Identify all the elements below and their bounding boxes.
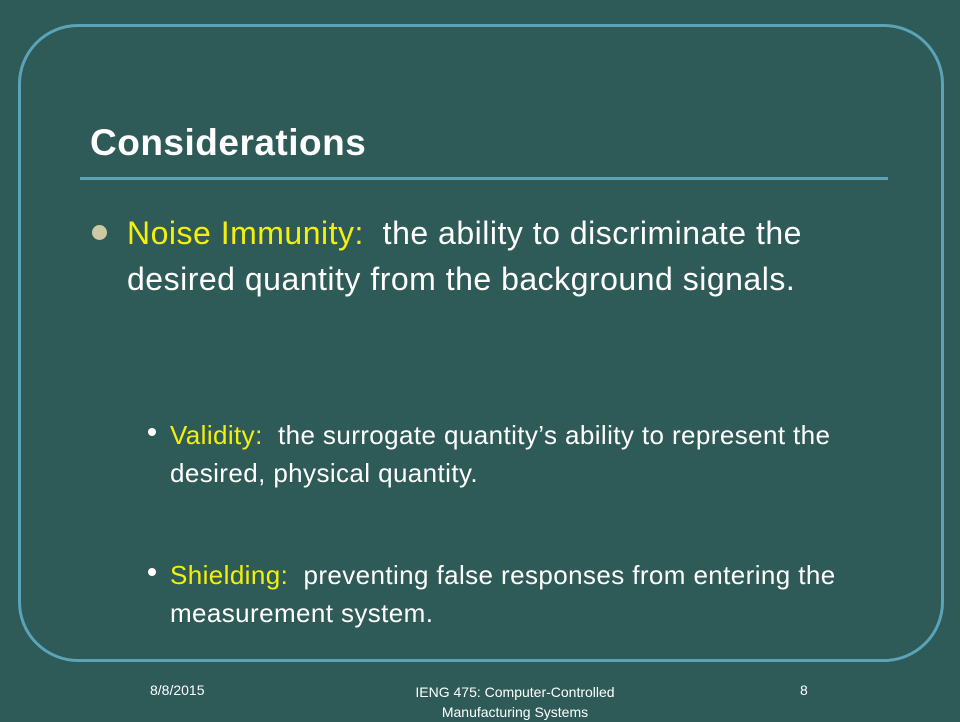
footer-course	[380, 682, 650, 722]
footer-course-line1: IENG 475: Computer-Controlled	[415, 684, 615, 700]
footer-date: 8/8/2015	[150, 682, 205, 698]
sub-bullet-icon	[148, 428, 156, 436]
main-bullet	[127, 210, 867, 302]
sub-bullet-term: Validity:	[170, 420, 263, 450]
sub-bullet-text: preventing false responses from entering the measurement system.	[170, 560, 836, 628]
main-bullet-term: Noise Immunity:	[127, 215, 364, 251]
title-divider	[80, 177, 888, 180]
footer-course-line2: Manufacturing Systems	[441, 704, 589, 720]
main-bullet-icon	[92, 225, 107, 240]
sub-bullet-validity	[170, 416, 870, 492]
main-bullet-text: the ability to discriminate the desired quantity from the background signals.	[127, 215, 802, 297]
sub-bullet-text: the surrogate quantity’s ability to represent the desired, physical quantity.	[170, 420, 831, 488]
sub-bullet-icon	[148, 568, 156, 576]
slide-title: Considerations	[90, 122, 367, 163]
sub-bullet-shielding	[170, 556, 870, 632]
footer-page-number: 8	[800, 682, 808, 698]
sub-bullet-term: Shielding:	[170, 560, 289, 590]
